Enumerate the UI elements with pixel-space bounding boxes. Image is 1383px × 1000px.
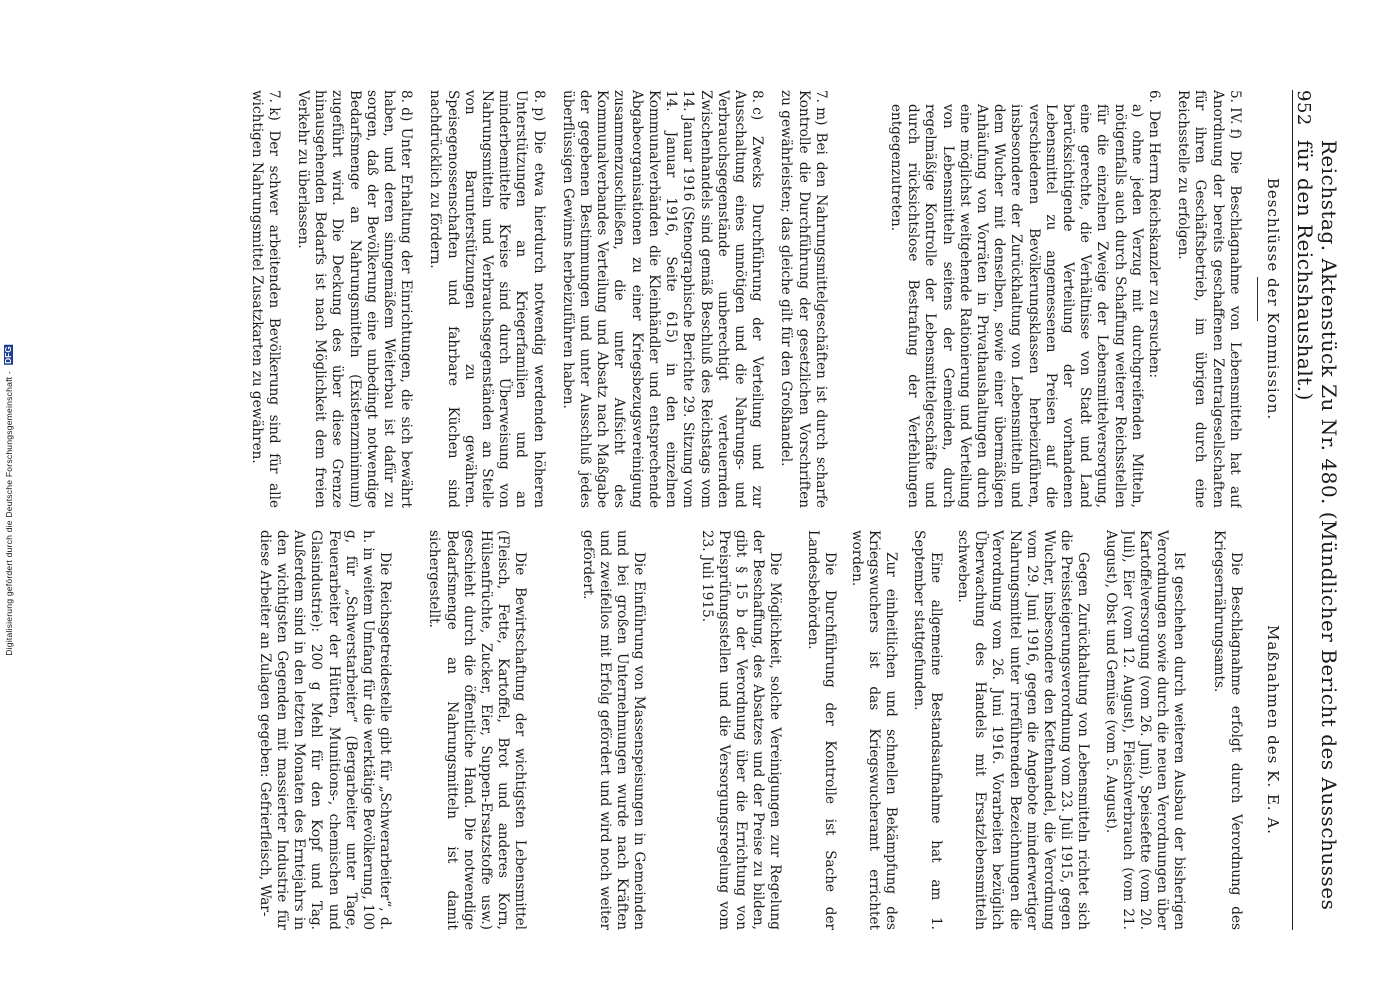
left-column (53, 90, 1283, 508)
page-header (1292, 90, 1341, 930)
measure-paragraph: Die Beschlagnahme erfolgt durch Verordnung des Kriegsernährungsamts. (1210, 530, 1244, 930)
resolution-entry (1174, 90, 1243, 508)
entry-text: Die etwa hierdurch notwendig werdenden höheren Unterstützungen an Kriegerfamilien und an minderbemittelte Kreise sind durch Überweisung von Nahrungsmitteln und Verbrauchsgegenständen an Stelle von Barunterstützungen zu gewähren. Speisegenossenschaften und fahrbare Küchen sind nachdrücklich zu fördern. (427, 90, 547, 508)
page-number: 952 (1293, 90, 1314, 126)
entry-text: Unter Erhaltung der Einrichtungen, die sich bewährt haben, und deren sinngemäßem Weiterbau ist dafür zu sorgen, daß der Bevölkerung eine unbedingt notwendige Bedarfsmenge an Nahrungsmitteln (Existenzminimum) zugeführt wird. Die Deckung des über diese Grenze hinausgehenden Bedarfs ist nach Möglichkeit dem freien Verkehr zu überlassen. (295, 90, 415, 508)
entry-text: Der schwer arbeitenden Bevölkerung sind für alle wichtigen Nahrungsmittel Zusatzkarten zu gewähren. (248, 90, 282, 508)
entry-text: Zwecks Durchführung der Verteilung und zur Ausschaltung eines unnötigen und die Nahrungs- und Verbrauchsgegenstände unberechtigt verteuernden Zwischenhandels sind gemäß Beschluß des Reichstags vom 14. Januar 1916 (Stenographische Berichte 29. Sitzung vom 14. Januar 1916, Seite 615) in den einzelnen Kommunalverbänden die Kleinhändler und entsprechende Abgabeorganisationen zu einer Kriegsbezugsvereinigung zusammenzuschließen, die unter Aufsicht des Kommunalverbandes Verteilung und Absatz nach Maßgabe der gegebenen Bestimmungen und unter Ausschluß jedes überflüssigen Gewinns herbeizuführen haben. (559, 90, 766, 508)
entry-label: 7. m) (812, 90, 829, 126)
resolution-entry (777, 90, 829, 508)
entry-text: Die Beschlagnahme von Lebensmitteln hat auf Anordnung der bereits geschaffenen Zentralgesellschaften für ihren Geschäftsbetrieb, im übrigen durch eine Reichsstelle zu erfolgen. (1175, 90, 1243, 508)
entry-sub-label: a) (1128, 104, 1145, 118)
measure-paragraph: Gegen Zurückhaltung von Lebensmitteln richtet sich die Preissteigerungsverordnung vom 23. Juli 1915, gegen Wucher, insbesondere den Kettenhandel, die Verordnung vom 29. Juni 1916, gegen die Angebote minderwertiger Nahrungsmittel unter irreführenden Bezeichnungen die Verordnung vom 26. Juni 1916. Vorarbeiten bezüglich Überwachung des Handels mit Ersatzlebensmitteln schweben. (954, 530, 1092, 930)
entry-label: 8. c) (749, 90, 766, 121)
resolution-entry (247, 90, 281, 508)
credit-text: Digitalisierung gefördert durch die Deutsche Forschungsgemeinschaft - (4, 370, 14, 656)
measure-paragraph: Die Möglichkeit, solche Vereinigungen zur Regelung der Beschaffung, des Absatzes und der Preise zu bilden, gibt § 15 b der Verordnung über die Errichtung von Preisprüfungsstellen und die Versorgungsregelung vom 23. Juli 1915. (698, 530, 784, 930)
entry-label: 8. d) (398, 90, 415, 122)
measure-paragraph: Zur einheitlichen und schnellen Bekämpfung des Kriegswuchers ist das Kriegswucheramt errichtet worden. (848, 530, 900, 930)
resolution-entry (559, 90, 765, 508)
running-title: Reichstag. Aktenstück Zu Nr. 480. (Mündlicher Bericht des Ausschusses für den Reichshaushalt.) (1293, 139, 1341, 911)
measure-paragraph: Die Reichsgetreidestelle gibt für „Schwerarbeiter“, d. h. in weitem Umfang für die werktätige Bevölkerung, 100 g, für „Schwerstarbeiter“ (Bergarbeiter unter Tage, Feuerarbeiter der Hütten, Munitions-, chemischen und Glasindustrie): 200 g Mehl für den Kopf und Tag. Außerdem sind in den letzten Monaten des Erntejahrs in den wichtigsten Gegenden mit massierter Industrie für diese Arbeiter an Zulagen gegeben: Gefrierfleisch, War- (256, 530, 394, 930)
measure-paragraph: Ist geschehen durch weiteren Ausbau der bisherigen Verordnungen sowie durch die neuen Verordnungen über Kartoffelversorgung (vom 26. Juni), Speisefette (vom 20. Juli), Eier (vom 12. August), Fleischverbrauch (vom 21. August), Obst und Gemüse (vom 5. August). (1102, 530, 1188, 930)
left-column-title: Beschlüsse der Kommission. (1264, 177, 1282, 421)
right-column (53, 530, 1283, 930)
measure-paragraph: Eine allgemeine Bestandsaufnahme hat am 1. September stattgefunden. (910, 530, 944, 930)
right-column-title: Maßnahmen des K. E. A. (1264, 625, 1282, 835)
entry-label: 6. (1145, 90, 1162, 103)
resolution-entry (426, 90, 546, 508)
digitization-credit (0, 0, 18, 1000)
measure-paragraph: Die Einführung von Massenspeisungen in Gemeinden und bei großen Unternehmungen wurde nach Kräften und zweifellos mit Erfolg gefördert und wird noch weiter gefördert. (579, 530, 648, 930)
title-rule (1257, 277, 1258, 321)
measure-paragraph: Die Bewirtschaftung der wichtigsten Lebensmittel (Fleisch, Fette, Kartoffel, Brot und anderes Korn, Hülsenfrüchte, Zucker, Eier, Suppen-Ersatzstoffe usw.) geschieht durch die öffentliche Hand. Die notwendige Bedarfsmenge an Nahrungsmitteln ist damit sichergestellt. (426, 530, 529, 930)
dfg-logo: DFG (4, 345, 13, 364)
entry-label: 5. IV. f) (1226, 90, 1243, 140)
entry-text: Den Herrn Reichskanzler zu ersuchen: (1145, 110, 1162, 379)
entry-label: 8. p) (530, 90, 547, 122)
entry-sub-text: ohne jeden Verzug mit durchgreifenden Mitteln, nötigenfalls auch durch Schaffung weiterer Reichsstellen für die einzelnen Zweige der Lebensmittelversorgung, eine gerechte, die Verhältnisse von Stadt und Land berücksichtigende Verteilung der vorhandenen Lebensmittel zu angemessenen Preisen auf die verschiedenen Bevölkerungsklassen herbeizuführen, insbesondere der Zurückhaltung von Lebensmitteln und dem Wucher mit denselben, sowie einer übermäßigen Anhäufung von Vorräten in Privathaushaltungen durch eine möglichst weitgehende Rationierung und Verteilung von Lebensmitteln seitens der Gemeinden, durch regelmäßige Kontrolle der Lebensmittelgeschäfte und durch rücksichtslose Bestrafung der Verfehlungen entgegenzutreten. (887, 104, 1145, 508)
resolution-entry (887, 90, 1162, 508)
measure-paragraph: Die Durchführung der Kontrolle ist Sache der Landesbehörden. (804, 530, 838, 930)
entry-text: Bei den Nahrungsmittelgeschäften ist durch scharfe Kontrolle die Durchführung der gesetzlichen Vorschriften zu gewährleisten; das gleiche gilt für den Großhandel. (778, 90, 829, 508)
resolution-entry (294, 90, 414, 508)
entry-label: 7. k) (265, 90, 282, 121)
